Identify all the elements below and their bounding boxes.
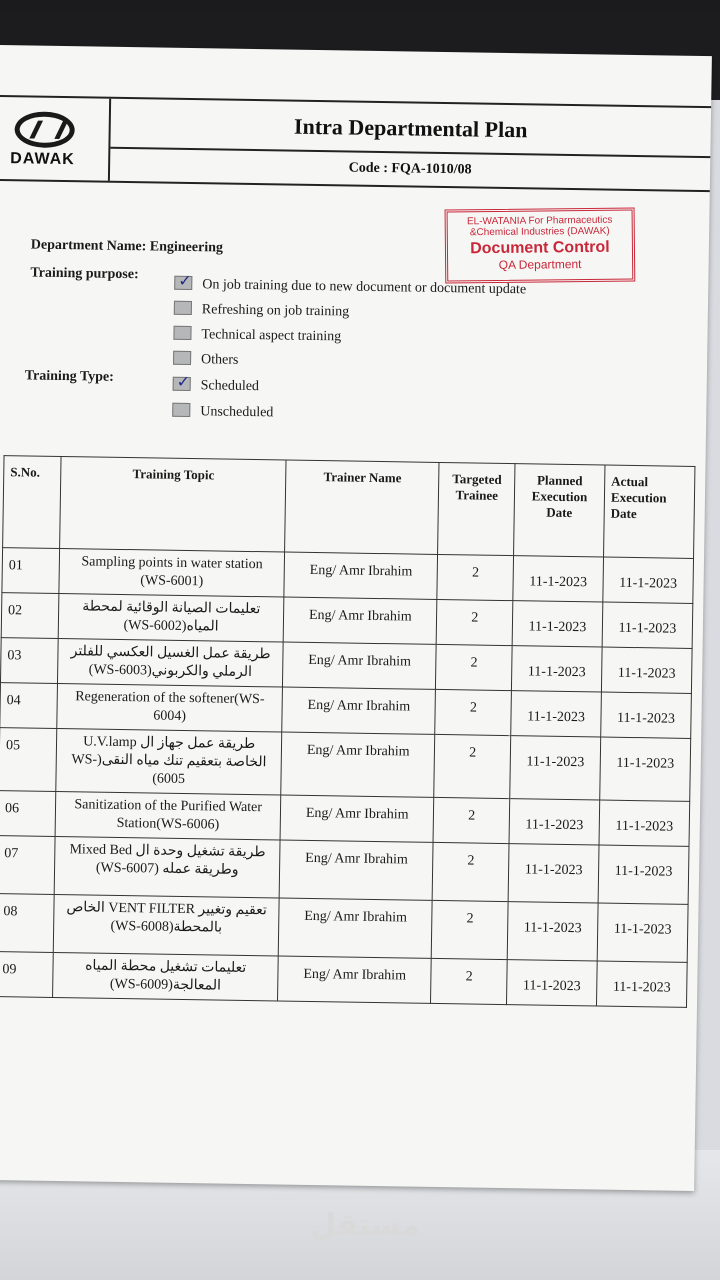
cell-trainee: 2 <box>437 554 513 600</box>
type-option-1[interactable] <box>172 403 273 422</box>
cell-sno: 07 <box>0 836 55 895</box>
cell-sno: 08 <box>0 894 54 953</box>
cell-topic: طريقة تشغيل وحدة ال Mixed Bed وطريقة عمله (WS-6007) <box>54 836 280 898</box>
checkbox-checked-icon[interactable] <box>174 276 192 290</box>
cell-sno: 04 <box>0 683 58 729</box>
checkbox-icon[interactable] <box>173 351 191 365</box>
purpose-option-label: Others <box>200 352 239 368</box>
cell-sno: 02 <box>1 593 59 639</box>
cell-trainer: Eng/ Amr Ibrahim <box>279 840 433 900</box>
department-line <box>31 238 223 257</box>
table-header-row <box>3 456 695 559</box>
stamp-line-3: Document Control <box>470 238 610 258</box>
cell-planned: 11-1-2023 <box>511 691 602 737</box>
watermark-arabic: مستقل <box>310 1208 420 1243</box>
table-row <box>0 894 688 963</box>
purpose-option-2[interactable] <box>173 326 341 346</box>
watermark-latin: mostaql.com <box>325 1243 404 1257</box>
table-row <box>0 728 691 802</box>
purpose-option-label: On job training due to new document or document update <box>202 277 527 298</box>
cell-actual: 11-1-2023 <box>603 557 694 603</box>
header-trainee: Targeted Trainee <box>438 462 515 555</box>
cell-planned: 11-1-2023 <box>507 960 598 1006</box>
logo-text: DAWAK <box>10 150 75 169</box>
cell-actual: 11-1-2023 <box>602 602 693 648</box>
cell-trainee: 2 <box>433 842 510 901</box>
cell-topic: تعليمات تشغيل محطة المياه المعالجة(WS-6009) <box>53 952 279 1001</box>
cell-trainee: 2 <box>431 958 507 1004</box>
training-plan-table <box>0 455 695 1008</box>
header-planned: Planned Execution Date <box>514 464 605 557</box>
header-trainer: Trainer Name <box>285 460 440 554</box>
cell-topic: Sanitization of the Purified Water Station(WS-6006) <box>55 791 281 840</box>
cell-sno: 06 <box>0 791 56 837</box>
purpose-option-label: Technical aspect training <box>201 327 342 345</box>
cell-planned: 11-1-2023 <box>508 844 599 903</box>
stamp-line-4: QA Department <box>498 257 582 272</box>
cell-planned: 11-1-2023 <box>512 646 603 692</box>
cell-planned: 11-1-2023 <box>507 902 598 961</box>
cell-trainer: Eng/ Amr Ibrahim <box>282 687 436 734</box>
cell-topic: Sampling points in water station (WS-6001) <box>59 549 285 598</box>
type-option-label: Unscheduled <box>200 404 274 421</box>
table-row <box>0 952 687 1008</box>
document-control-stamp <box>445 208 636 284</box>
cell-topic: طريقة عمل جهاز ال U.V.lamp الخاصة بتعقيم تنك مياه النقى(WS-6005) <box>56 728 282 795</box>
cell-actual: 11-1-2023 <box>601 692 692 738</box>
cell-trainee: 2 <box>434 734 511 798</box>
cell-planned: 11-1-2023 <box>509 799 600 845</box>
cell-trainee: 2 <box>435 689 511 735</box>
cell-trainee: 2 <box>432 900 509 959</box>
cell-sno: 03 <box>0 638 58 684</box>
cell-planned: 11-1-2023 <box>510 736 601 800</box>
training-purpose-label: Training purpose: <box>30 265 139 283</box>
cell-trainer: Eng/ Amr Ibrahim <box>278 956 432 1003</box>
cell-actual: 11-1-2023 <box>596 961 687 1007</box>
stamp-line-2: &Chemical Industries (DAWAK) <box>469 225 610 239</box>
cell-planned: 11-1-2023 <box>513 556 604 602</box>
cell-topic: طريقة عمل الغسيل العكسي للفلتر الرملي والكربوني(WS-6003) <box>58 638 284 687</box>
header-topic: Training Topic <box>60 457 286 553</box>
cell-trainer: Eng/ Amr Ibrahim <box>281 732 435 797</box>
purpose-option-1[interactable] <box>174 301 350 321</box>
cell-planned: 11-1-2023 <box>512 601 603 647</box>
cell-trainee: 2 <box>437 599 513 645</box>
cell-actual: 11-1-2023 <box>598 845 689 904</box>
header-sno: S.No. <box>3 456 62 549</box>
cell-actual: 11-1-2023 <box>601 647 692 693</box>
checkbox-icon[interactable] <box>172 403 190 417</box>
department-value: Engineering <box>149 239 224 256</box>
cell-sno: 01 <box>2 548 60 594</box>
header-actual: Actual Execution Date <box>604 465 695 558</box>
cell-actual: 11-1-2023 <box>597 903 688 962</box>
checkbox-icon[interactable] <box>173 326 191 340</box>
cell-trainee: 2 <box>433 797 509 843</box>
dawak-logo-icon <box>14 111 75 148</box>
document-header <box>0 95 711 192</box>
cell-trainer: Eng/ Amr Ibrahim <box>278 898 432 958</box>
mostaql-watermark <box>310 1208 420 1257</box>
cell-topic: تعليمات الصيانة الوقائية لمحطة المياه(WS-6002) <box>58 593 284 642</box>
training-type-label: Training Type: <box>24 368 114 385</box>
department-label: Department Name: <box>30 237 147 255</box>
purpose-option-3[interactable] <box>173 351 239 369</box>
cell-topic: تعقيم وتغيير VENT FILTER الخاص بالمحطة(WS-6008) <box>53 894 279 956</box>
table-row <box>0 836 689 905</box>
cell-topic: Regeneration of the softener(WS-6004) <box>57 683 283 732</box>
purpose-option-label: Refreshing on job training <box>201 302 350 320</box>
type-option-label: Scheduled <box>200 378 260 395</box>
logo-cell <box>0 97 111 181</box>
type-option-0[interactable] <box>173 377 260 395</box>
cell-sno: 05 <box>0 728 57 792</box>
cell-trainer: Eng/ Amr Ibrahim <box>283 597 437 644</box>
cell-trainer: Eng/ Amr Ibrahim <box>280 795 434 842</box>
cell-sno: 09 <box>0 952 53 998</box>
cell-trainer: Eng/ Amr Ibrahim <box>283 642 437 689</box>
cell-trainer: Eng/ Amr Ibrahim <box>284 552 438 599</box>
document-title: Intra Departmental Plan <box>110 99 711 158</box>
stamp-line-1: EL-WATANIA For Pharmaceutics <box>466 214 613 228</box>
cell-trainee: 2 <box>436 644 512 690</box>
document-page <box>0 45 712 1191</box>
checkbox-icon[interactable] <box>174 301 192 315</box>
document-code: Code : FQA-1010/08 <box>348 160 472 178</box>
cell-actual: 11-1-2023 <box>600 737 691 801</box>
cell-actual: 11-1-2023 <box>599 800 690 846</box>
checkbox-checked-icon[interactable] <box>173 377 191 391</box>
